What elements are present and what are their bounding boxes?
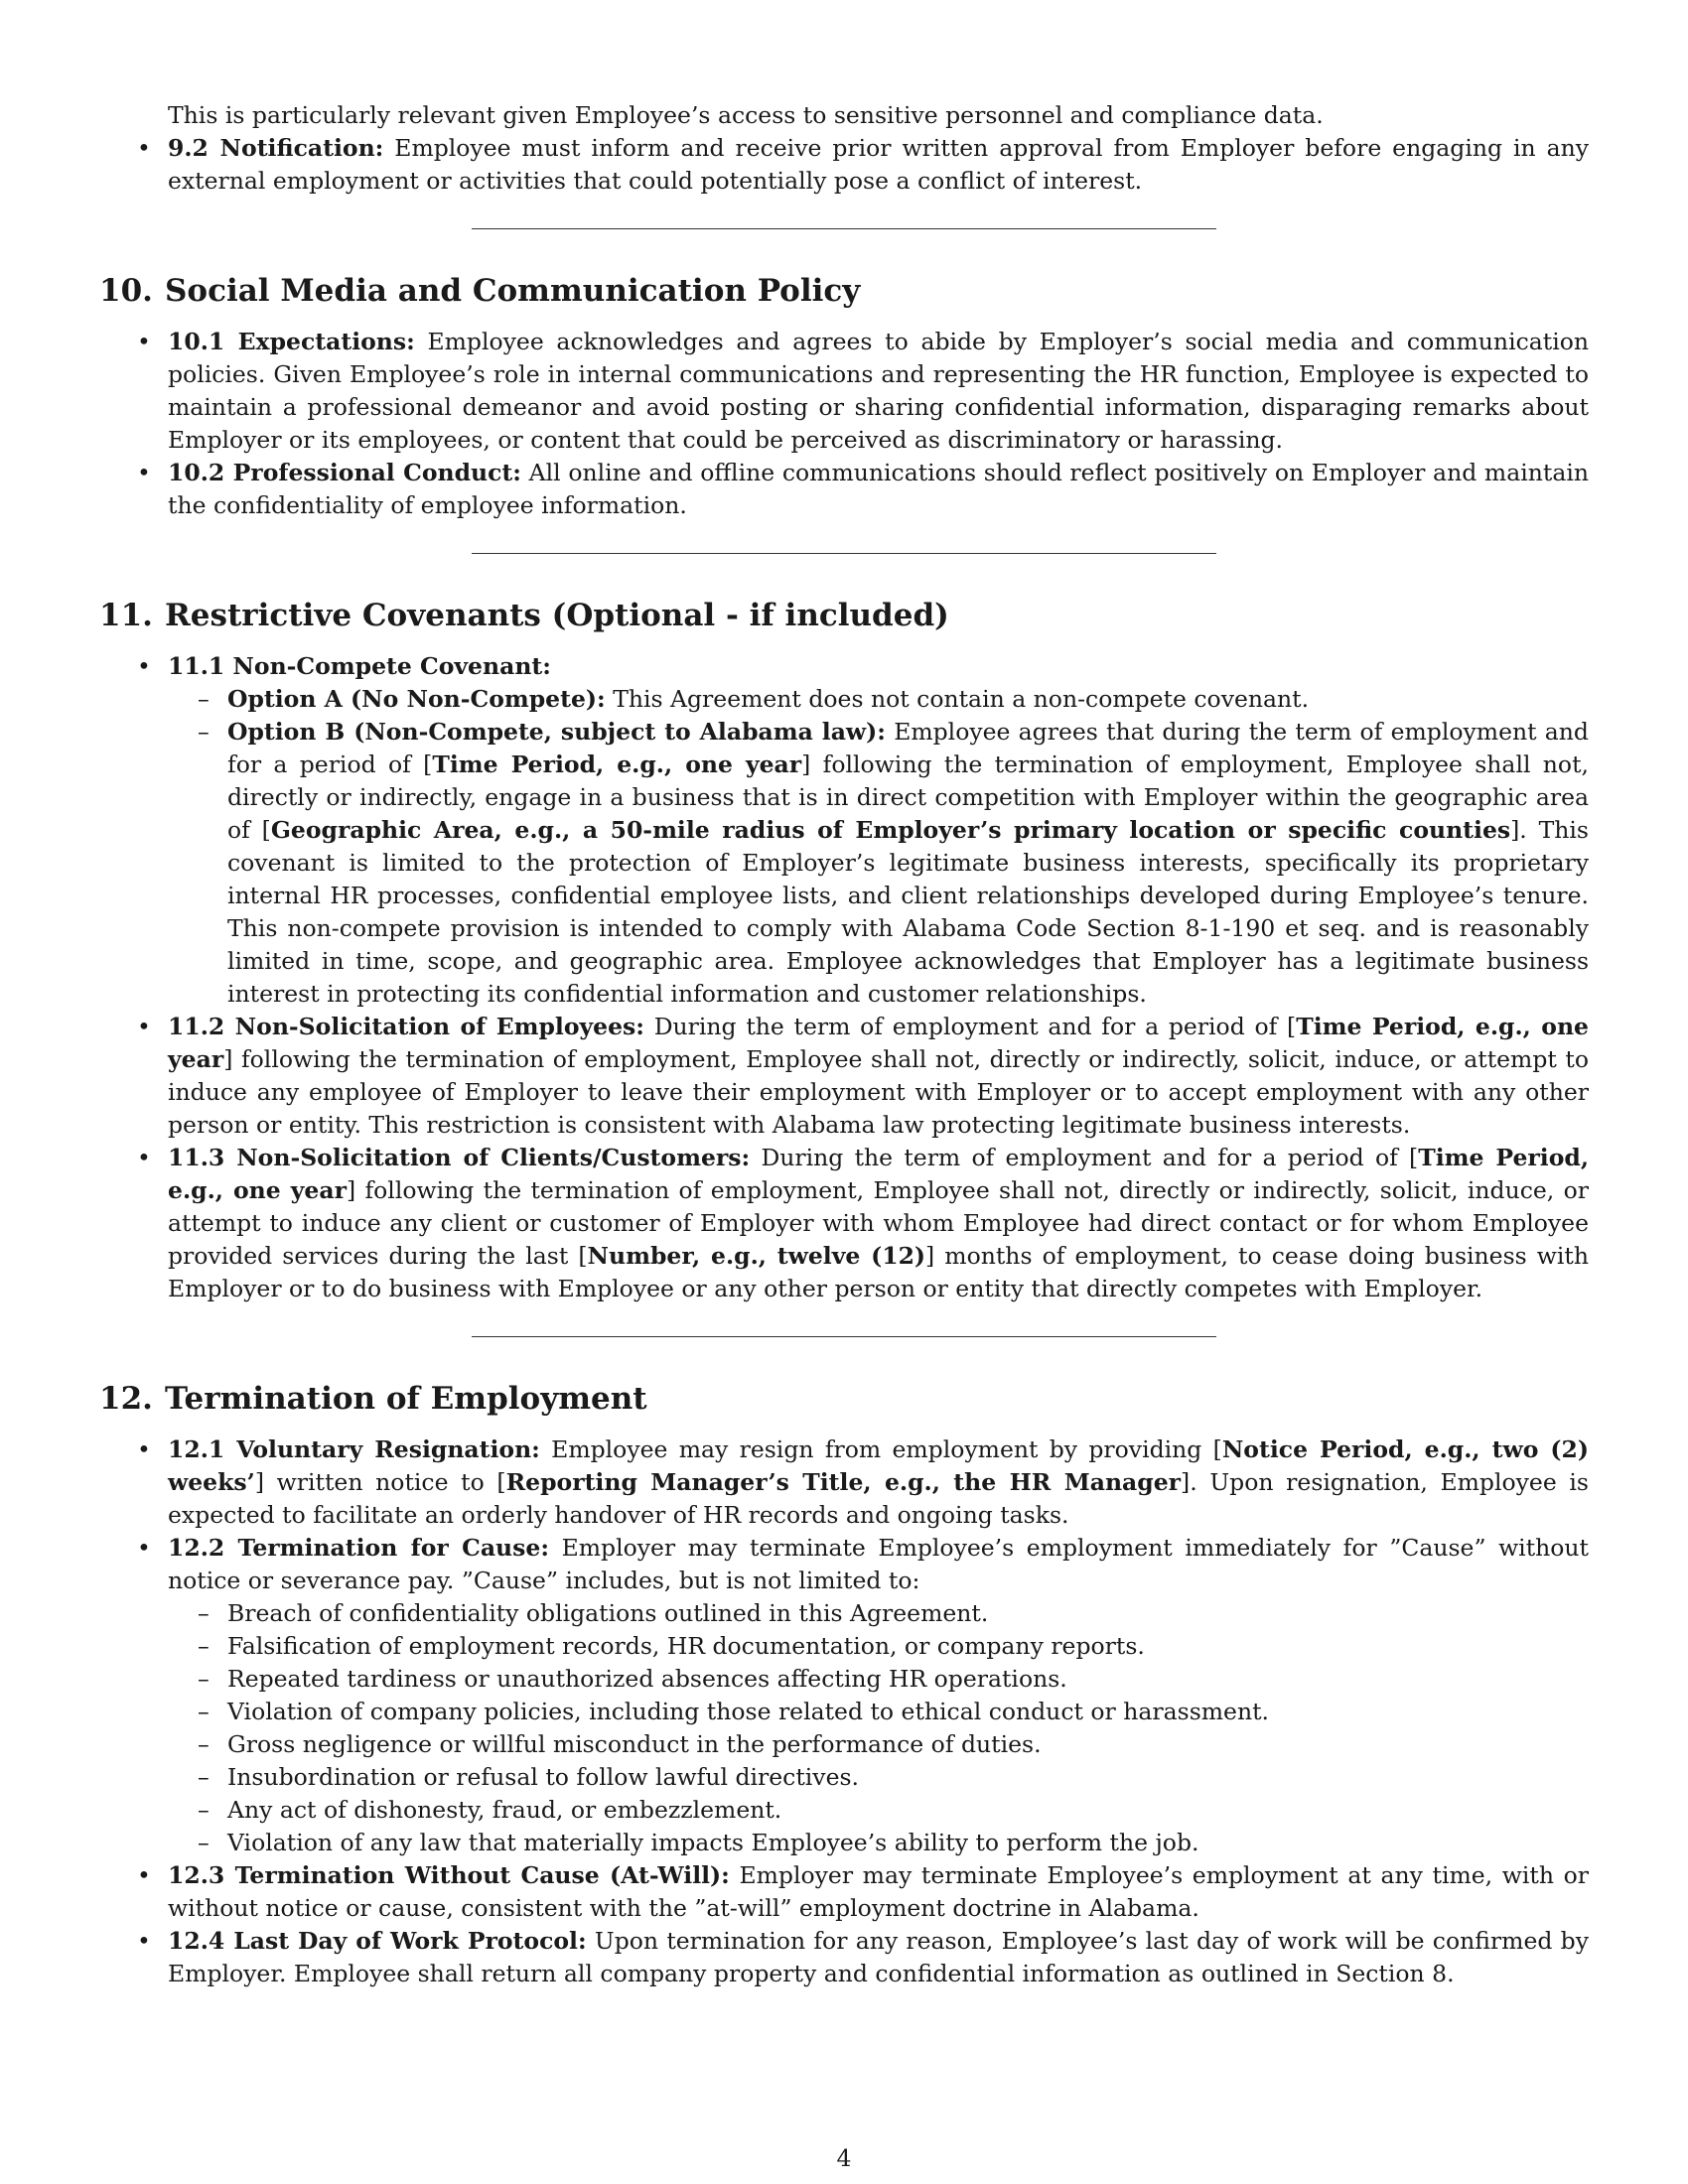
clause-9-2 [99,132,1589,198]
clause-12-4 [99,1925,1589,1990]
cause-item: – Gross negligence or willful misconduct in the performance of duties. [168,1728,1589,1761]
clause-11-3 [99,1142,1589,1305]
clause-label: 12.2 Termination for Cause: [168,1534,549,1562]
placeholder-time-period: Time Period, e.g., one year [168,1013,1589,1073]
section-number: 11. [99,598,153,633]
clause-text: All online and offline communications should reflect positively on Employer and maintain the confidentiality of employee information. [168,459,1589,519]
option-label: Option B (Non-Compete, subject to Alabama law): [227,718,886,746]
section-divider [472,1336,1216,1337]
clause-label: 9.2 Notification: [168,134,384,162]
clause-text: Employer may terminate Employee’s employment at any time, with or without notice or cause, consistent with the ”at-will” employment doctrine in Alabama. [168,1861,1589,1922]
clause-10-2 [99,457,1589,522]
clause-label: 11.3 Non-Solicitation of Clients/Customers: [168,1144,751,1171]
clause-text: ] following the termination of employment, Employee shall not, directly or indirectly, solicit, induce, or attempt to induce any employee of Employer to leave their employment with Employer or to accept employment with any other person or entity. This restriction is consistent with Alabama law protecting legitimate business interests. [168,1045,1589,1139]
clause-text: Employee must inform and receive prior written approval from Employer before engaging in any external employment or activities that could potentially pose a conflict of interest. [168,134,1589,195]
clause-12-2 [99,1532,1589,1859]
placeholder-time-period: Time Period, e.g., one year [432,751,802,778]
section-title: Restrictive Covenants (Optional - if included) [165,598,949,633]
clause-12-1 [99,1433,1589,1532]
option-a [168,683,1589,716]
section-title: Termination of Employment [165,1381,647,1417]
option-text: ]. This covenant is limited to the protection of Employer’s legitimate business interests, specifically its proprietary internal HR processes, confidential employee lists, and client relationships developed during Employee’s tenure. This non-compete provision is intended to comply with Alabama Code Section 8-1-190 et seq. and is reasonably limited in time, scope, and geographic area. Employee acknowledges that Employer has a legitimate business interest in protecting its confidential information and customer relationships. [227,816,1589,1008]
cause-item: – Violation of company policies, including those related to ethical conduct or harassment. [168,1696,1589,1728]
section-11-heading [99,596,1589,635]
section-10-heading [99,271,1589,311]
section-number: 12. [99,1381,153,1417]
clause-text: Employee may resign from employment by providing [ [539,1435,1222,1463]
clause-text: During the term of employment and for a period of [ [750,1144,1419,1171]
clause-label: 11.1 Non-Compete Covenant: [168,652,551,680]
placeholder-manager-title: Reporting Manager’s Title, e.g., the HR Manager [505,1468,1182,1496]
clause-label: 10.1 Expectations: [168,328,415,355]
clause-11-2 [99,1011,1589,1142]
section-divider [472,553,1216,554]
clause-label: 10.2 Professional Conduct: [168,459,521,486]
cause-list [168,1597,1589,1859]
section-9-list [99,132,1589,198]
clause-label: 12.4 Last Day of Work Protocol: [168,1927,587,1955]
clause-label: 12.3 Termination Without Cause (At-Will): [168,1861,730,1889]
option-text: Employee agrees that during the term of employment and for a period of [ [227,718,1589,778]
clause-11-1 [99,650,1589,1011]
cause-item: – Falsification of employment records, HR documentation, or company reports. [168,1630,1589,1663]
cause-item: – Breach of confidentiality obligations outlined in this Agreement. [168,1597,1589,1630]
cause-item: – Any act of dishonesty, fraud, or embezzlement. [168,1794,1589,1827]
option-text: ] following the termination of employment, Employee shall not, directly or indirectly, engage in a business that is in direct competition with Employer within the geographic area of [ [227,751,1589,844]
placeholder-geographic-area: Geographic Area, e.g., a 50-mile radius of Employer’s primary location or specific counties [270,816,1511,844]
clause-text: ] following the termination of employment, Employee shall not, directly or indirectly, solicit, induce, or attempt to induce any client or customer of Employer with whom Employee had direct contact or for whom Employee provided services during the last [ [168,1176,1589,1270]
cause-item: – Violation of any law that materially impacts Employee’s ability to perform the job. [168,1827,1589,1859]
continued-paragraph: This is particularly relevant given Employee’s access to sensitive personnel and compliance data. [168,101,1324,129]
cause-item: – Insubordination or refusal to follow lawful directives. [168,1761,1589,1794]
cause-item: – Repeated tardiness or unauthorized absences affecting HR operations. [168,1663,1589,1696]
placeholder-number: Number, e.g., twelve (12) [587,1242,926,1270]
clause-label: 11.2 Non-Solicitation of Employees: [168,1013,644,1040]
clause-10-1 [99,326,1589,457]
clause-12-3 [99,1859,1589,1925]
placeholder-time-period: Time Period, e.g., one year [168,1144,1590,1204]
clause-label: 12.1 Voluntary Resignation: [168,1435,540,1463]
clause-text: ] months of employment, to cease doing business with Employer or to do business with Employee or any other person or entity that directly competes with Employer. [168,1242,1589,1302]
section-12-heading [99,1379,1589,1419]
non-compete-options [168,683,1589,1011]
option-text: This Agreement does not contain a non-compete covenant. [605,685,1310,713]
section-title: Social Media and Communication Policy [165,273,861,309]
section-divider [472,228,1216,229]
section-11-list [99,650,1589,1305]
clause-text: ] written notice to [ [254,1468,506,1496]
option-label: Option A (No Non-Compete): [227,685,606,713]
clause-text: Upon termination for any reason, Employee’s last day of work will be confirmed by Employer. Employee shall return all company property and confidential information as outlined in Section 8. [168,1927,1589,1987]
page-number: 4 [836,2144,852,2172]
clause-text: Employer may terminate Employee’s employment immediately for ”Cause” without notice or severance pay. ”Cause” includes, but is not limited to: [168,1534,1589,1594]
page-content [99,99,1589,1990]
option-b [168,716,1589,1011]
section-10-list [99,326,1589,522]
placeholder-notice-period: Notice Period, e.g., two (2) weeks’ [168,1435,1589,1496]
clause-text: During the term of employment and for a period of [ [643,1013,1297,1040]
section-number: 10. [99,273,153,309]
clause-text: ]. Upon resignation, Employee is expected to facilitate an orderly handover of HR records and ongoing tasks. [168,1468,1589,1529]
clause-text: Employee acknowledges and agrees to abide by Employer’s social media and communication policies. Given Employee’s role in internal communications and representing the HR function, Employee is expected to maintain a professional demeanor and avoid posting or sharing confidential information, disparaging remarks about Employer or its employees, or content that could be perceived as discriminatory or harassing. [168,328,1589,454]
section-12-list [99,1433,1589,1990]
